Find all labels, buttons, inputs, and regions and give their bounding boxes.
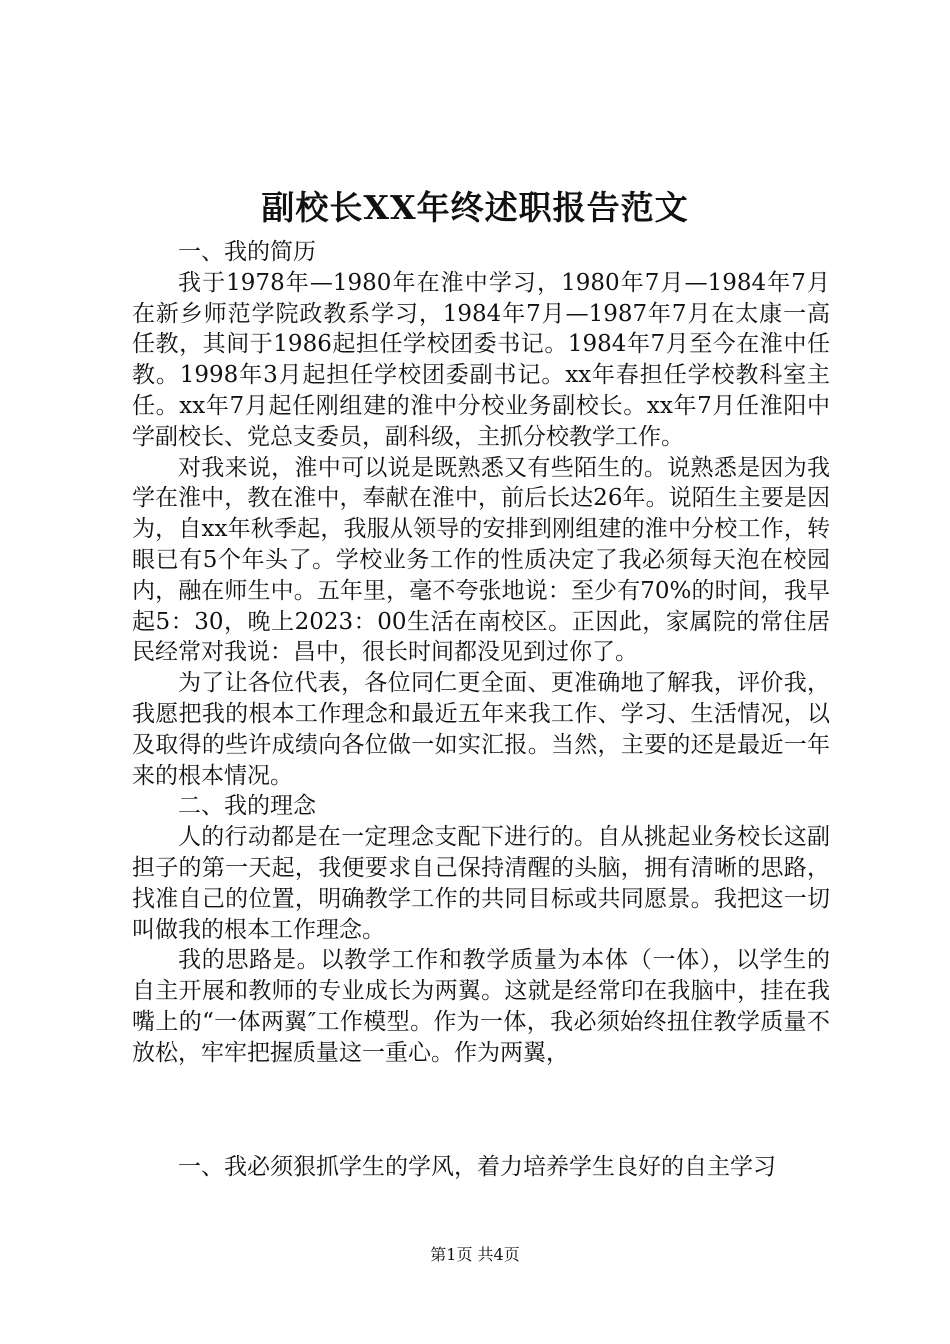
document-title: 副校长XX年终述职报告范文 [261, 188, 689, 227]
paragraph-familiarity: 对我来说，淮中可以说是既熟悉又有些陌生的。说熟悉是因为我学在淮中，教在淮中，奉献在淮中，前后长达26年。说陌生主要是因为，自xx年秋季起，我服从领导的安排到刚组建的淮中分校工作，转眼已有5个年头了。学校业务工作的性质决定了我必须每天泡在校园内，融在师生中。五年里，毫不夸张地说：至少有70%的时间，我早起5：30，晚上2023：00生活在南校区。正因此，家属院的常住居民经常对我说：昌中，很长时间都没见到过你了。 [132, 454, 830, 666]
paragraph-tail-line: 一、我必须狠抓学生的学风，着力培养学生良好的自主学习 [178, 1154, 776, 1180]
page-footer: 第1页 共4页 [430, 1245, 520, 1264]
paragraph-approach: 我的思路是。以教学工作和教学质量为本体（一体），以学生的自主开展和教师的专业成长为两翼。这就是经常印在我脑中，挂在我嘴上的“一体两翼″工作模型。作为一体，我必须始终扭住教学质量不放松，牢牢把握质量这一重心。作为两翼， [132, 947, 830, 1066]
section-heading-resume: 一、我的简历 [178, 239, 316, 265]
paragraph-philosophy: 人的行动都是在一定理念支配下进行的。自从挑起业务校长这副担子的第一天起，我便要求自己保持清醒的头脑，拥有清晰的思路，找准自己的位置，明确教学工作的共同目标或共同愿景。我把这一切叫做我的根本工作理念。 [132, 824, 830, 943]
paragraph-report-intent: 为了让各位代表，各位同仁更全面、更准确地了解我，评价我，我愿把我的根本工作理念和最近五年来我工作、学习、生活情况，以及取得的些许成绩向各位做一如实汇报。当然，主要的还是最近一年来的根本情况。 [132, 670, 830, 789]
document-body [132, 237, 830, 1069]
paragraph-resume: 我于1978年—1980年在淮中学习，1980年7月—1984年7月在新乡师范学院政教系学习，1984年7月—1987年7月在太康一高任教，其间于1986起担任学校团委书记。1984年7月至今在淮中任教。1998年3月起担任学校团委副书记。xx年春担任学校教科室主任。xx年7月起任刚组建的淮中分校业务副校长。xx年7月任淮阳中学副校长、党总支委员，副科级，主抓分校教学工作。 [132, 269, 830, 450]
section-heading-philosophy: 二、我的理念 [178, 793, 316, 820]
